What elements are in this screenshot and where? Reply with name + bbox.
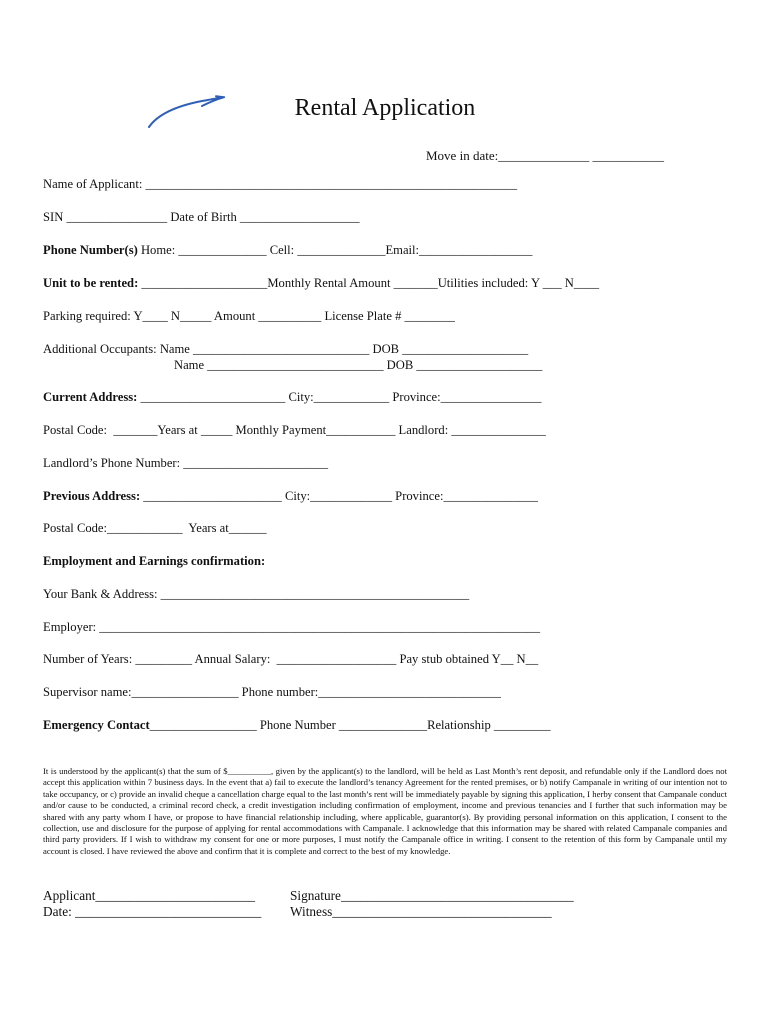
current-address-row[interactable] <box>43 391 541 404</box>
terms-paragraph: It is understood by the applicant(s) that the sum of $__________, given by the applicant(s) to the landlord, will be held as Last Month’s rent deposit, and refundable only if the Landlord does not accept this application within 7 business days. In the event that a) fail to execute the landlord’s tenancy Agreement for the rented premises, or b) notify Campanale in writing of our intention not to take occupancy, or c) provide an invalid cheque a cancellation charge equal to the last month’s rent will be immediately payable by signing this application, I herby consent that Campanale conduct and/or cause to be conducted, a criminal record check, a credit investigation including confirmation of employment, income and previous tenancies and I further that such information may be shared with any party whom I have, or propose to have financial relationship including, where applicable, guarantor(s). By providing personal information on this application, I consent to the collection, use and disclosure for the purpose of applying for rental accommodations with Campanale. I acknowledge that this information may be shared with related Campanale companies and third party providers. If I wish to withdraw my consent for one or more purposes, I must notify the Campanale office in writing. I consent to the retention of this form by Campanale until my account is closed. I have reviewed the above and confirm that it is complete and correct to the best of my knowledge. <box>43 766 727 856</box>
previous-address-label: Previous Address: <box>43 489 141 503</box>
employer-field[interactable]: Employer: ______________________________________________________________________ <box>43 620 541 634</box>
sin-dob-field[interactable]: SIN ________________ Date of Birth ___________________ <box>43 210 360 224</box>
employment-heading: Employment and Earnings confirmation: <box>43 554 266 568</box>
current-address-fields[interactable]: _______________________ City:____________ Province:________________ <box>137 390 542 404</box>
landlord-phone-field[interactable]: Landlord’s Phone Number: _______________________ <box>43 456 329 470</box>
emergency-contact-label: Emergency Contact <box>43 718 150 732</box>
signature-line[interactable]: Signature___________________________________ <box>290 888 574 903</box>
additional-occupants-row-1[interactable]: Additional Occupants: Name ____________________________ DOB ____________________ <box>43 342 529 356</box>
move-in-date-field[interactable]: Move in date:______________ ___________ <box>426 148 664 163</box>
unit-label: Unit to be rented: <box>43 276 139 290</box>
postal-code-row-previous[interactable]: Postal Code:____________ Years at______ <box>43 521 267 535</box>
bank-address-field[interactable]: Your Bank & Address: _________________________________________________ <box>43 587 470 601</box>
phone-numbers-label: Phone Number(s) <box>43 243 138 257</box>
unit-fields[interactable]: ____________________Monthly Rental Amount _______Utilities included: Y ___ N____ <box>138 276 600 290</box>
additional-occupants-row-2[interactable]: Name ____________________________ DOB ____________________ <box>174 358 543 372</box>
years-salary-row[interactable]: Number of Years: _________ Annual Salary: ___________________ Pay stub obtained Y__ N__ <box>43 652 539 666</box>
name-of-applicant-field[interactable]: Name of Applicant: ___________________________________________________________ <box>43 177 517 191</box>
witness-line[interactable]: Witness_________________________________ <box>290 904 552 919</box>
current-address-label: Current Address: <box>43 390 138 404</box>
phone-numbers-row[interactable] <box>43 244 532 257</box>
previous-address-row[interactable] <box>43 490 538 503</box>
previous-address-fields[interactable]: ______________________ City:_____________ Province:_______________ <box>140 489 538 503</box>
unit-row[interactable] <box>43 277 599 290</box>
applicant-signature-line[interactable]: Applicant________________________ <box>43 888 255 903</box>
date-line[interactable]: Date: ____________________________ <box>43 904 262 919</box>
parking-field[interactable]: Parking required: Y____ N_____ Amount __________ License Plate # ________ <box>43 309 455 323</box>
page-title: Rental Application <box>294 95 476 121</box>
emergency-contact-fields[interactable]: _________________ Phone Number ______________Relationship _________ <box>149 718 551 732</box>
emergency-contact-row[interactable] <box>43 719 551 732</box>
phone-numbers-fields[interactable]: Home: ______________ Cell: ______________Email:__________________ <box>137 243 533 257</box>
postal-code-row-current[interactable]: Postal Code: _______Years at _____ Monthly Payment___________ Landlord: _______________ <box>43 423 546 437</box>
supervisor-row[interactable]: Supervisor name:_________________ Phone number:_____________________________ <box>43 685 501 699</box>
